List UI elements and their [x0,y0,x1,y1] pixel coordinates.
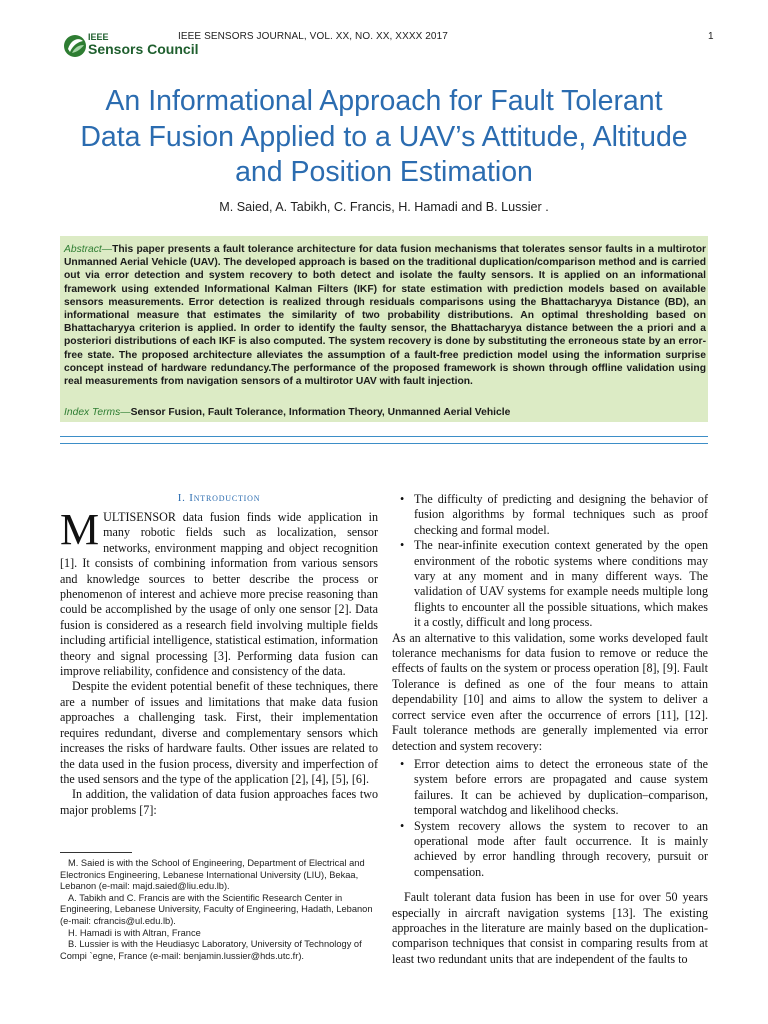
paragraph [60,505,378,679]
author-list: M. Saied, A. Tabikh, C. Francis, H. Hamadi and B. Lussier . [219,200,549,214]
drop-cap: M [60,505,100,554]
list-item-text: Error detection aims to detect the erroneous state of the system before errors are propagated and cause system failures. It can be achieved by duplication–comparison, temporal watchdog and likelihood checks. [414,756,708,818]
footnotes [60,858,378,962]
paragraph: As an alternative to this validation, some works developed fault tolerance mechanisms for data fusion to remove or reduce the effects of faults on the system or process operation [8], [9]. Fault Tolerance is defined as one of the four means to attain dependability [10] and aims to allow the system to deliver a correct service even after the occurrence of errors [11], [12]. Fault tolerance methods are generally implemented via error detection and system recovery: [392,630,708,753]
index-terms-body: Sensor Fusion, Fault Tolerance, Information Theory, Unmanned Aerial Vehicle [130,407,511,418]
bullet-list [392,492,708,631]
bullet-icon: • [400,818,405,833]
abstract-body: This paper presents a fault tolerance architecture for data fusion mechanisms that tolerates sensor faults in a multirotor Unmanned Aerial Vehicle (UAV). The developed approach is based on the traditional duplication/comparison method and is carried out via error detection and system recovery to both detect and isolate the faulty sensors. It is applied on an informational framework using extended Informational Kalman Filters (IKF) for state estimation with prediction models based on available sensors measurements. Error detection is realized through residuals comparisons using the Bhattacharyya Distance (BD), an informational measure that estimates the similarity of two probability distributions. An optimal thresholding based on Bhattacharyya criterion is applied. In order to identify the faulty sensor, the Bhattacharyya distance between the a priori and a posteriori distributions of each IKF is also computed. The system recovery is done by substituting the erroneous state by an error-free state. The proposed architecture alleviates the assumption of a fault-free prediction model using the information surprise concept instead of hardware redundancy.The performance of the proposed framework is shown through offline validation using real measurements from navigation sensors of a multirotor UAV with fault injection. [64,244,706,388]
bullet-icon: • [400,538,405,553]
index-terms [64,407,706,418]
footnote: H. Hamadi is with Altran, France [68,927,201,938]
title-line: An Informational Approach for Fault Tolerant [105,85,663,117]
bullet-list [392,757,708,880]
paragraph: Despite the evident potential benefit of these techniques, there are a number of issues and limitations that make data fusion approaches a challenging task. First, their implementation requires redundant, diverse and complementary sensors which increases the risks of hardware faults. Other issues are related to the data used in the fusion process, diversity and imperfection of the used sensors and the type of the application [2], [4], [5], [6]. [60,679,378,786]
journal-header: IEEE SENSORS JOURNAL, VOL. XX, NO. XX, XXXX 2017 [178,31,448,42]
logo-brand-line2: Sensors Council [88,41,199,57]
title-line: Data Fusion Applied to a UAV’s Attitude, Altitude [80,120,688,153]
list-item [392,757,708,819]
lead-word: ULTISENSOR [103,510,176,524]
section-heading [60,492,378,504]
paragraph: In addition, the validation of data fusion approaches faces two major problems [7]: [60,787,378,817]
leaf-logo-icon [62,33,88,59]
ieee-sensors-council-logo [62,30,199,60]
list-item-text: The near-infinite execution context generated by the open environment of the robotic systems where conditions may vary at any moment and in many different ways. The validation of UAV systems for example needs multiple long flights to encounter all the possible situations, which makes it a costly, difficult and long process. [414,538,708,630]
list-item-text: The difficulty of predicting and designing the behavior of fusion algorithms by formal techniques such as proof checking and formal model. [414,492,708,537]
footnote: A. Tabikh and C. Francis are with the Scientific Research Center in Engineering, Lebanese University, Faculty of Engineering, Hadath, Lebanon (e-mail: cfrancis@ul.edu.lb). [60,892,373,926]
index-terms-label: Index Terms— [64,407,131,418]
right-column [392,492,708,967]
title-line: and Position Estimation [235,156,533,188]
list-item [392,538,708,630]
logo-brand-line1: IEEE [88,32,109,42]
abstract [64,243,706,388]
paragraph: Fault tolerant data fusion has been in use for over 50 years especially in aircraft navigation systems [13]. The existing approaches in the literature are mainly based on the duplication-comparison techniques that consist in comparing results from at least two redundant units that are independent of the faults to [392,890,708,966]
paper-title [40,84,728,191]
divider-line [60,443,708,444]
list-item [392,819,708,881]
abstract-label: Abstract— [64,244,113,255]
footnote: M. Saied is with the School of Engineering, Department of Electrical and Electronics Engineering, Lebanese International University (LIU), Bekaa, Lebanon (e-mail: majd.saied@liu.edu.lb). [60,858,365,892]
left-column [60,505,378,818]
section-title: Introduction [189,492,261,504]
page-number: 1 [708,31,714,42]
list-item [392,492,708,538]
footnote: B. Lussier is with the Heudiasyc Laboratory, University of Technology of Compi `egne, France (e-mail: benjamin.lussier@hds.utc.fr). [60,939,362,961]
bullet-icon: • [400,756,405,771]
list-item-text: System recovery allows the system to recover to an operational mode after fault occurrence. It is mainly achieved by error handling through recovery, pursuit or compensation. [414,818,708,879]
section-number: I. [177,492,186,504]
paragraph-text: data fusion finds wide application in many robotic fields such as localization, sensor networks, environment mapping and object recognition [1]. It consists of combining information from various sensors and knowledge sources to better describe the process or phenomenon of interest and achieve more precise reasoning than could be accomplished by the usage of only one sensor [2]. Data fusion is considered as a research field involving multiple fields including artificial intelligence, statistical estimation, information theory and signal processing [3]. Performing data fusion can improve reliability, confidence and consistency of the data. [60,510,378,679]
bullet-icon: • [400,492,405,506]
footnote-rule [60,852,132,853]
divider-line [60,436,708,437]
